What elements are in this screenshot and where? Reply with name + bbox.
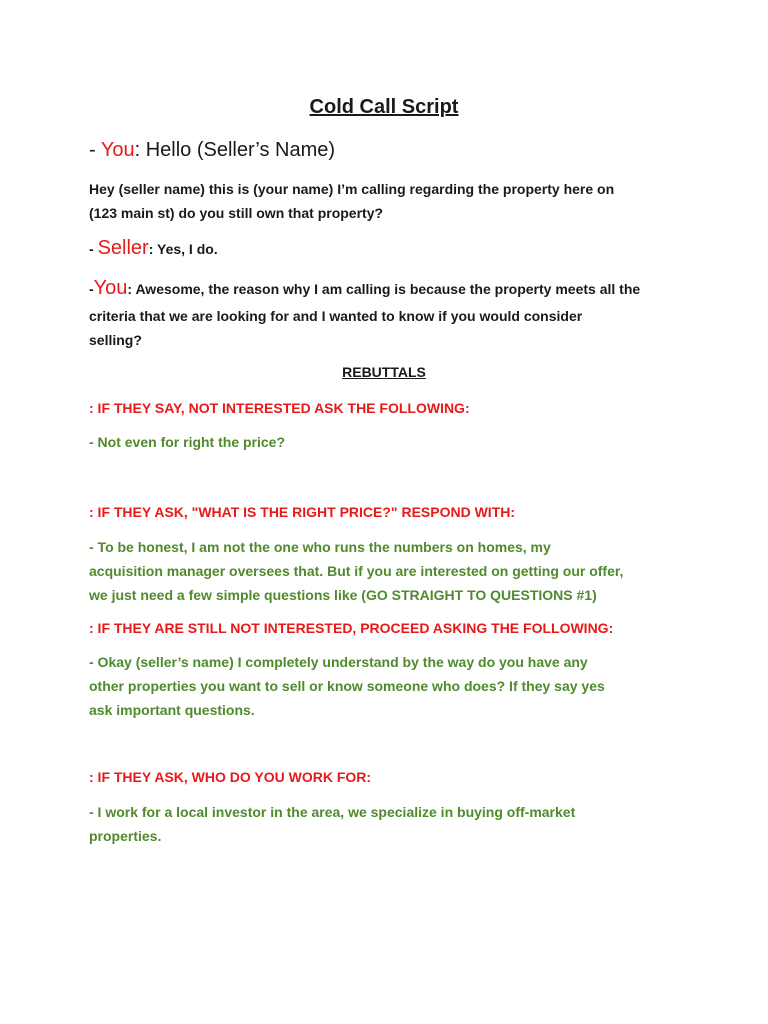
rebuttal-heading-right-price: : IF THEY ASK, "WHAT IS THE RIGHT PRICE?" RESPOND WITH: (89, 504, 516, 520)
rebuttal-response-line: acquisition manager oversees that. But if you are interested on getting our offer, (89, 563, 624, 579)
rebuttal-response-line: we just need a few simple questions like (GO STRAIGHT TO QUESTIONS #1) (89, 587, 597, 603)
speaker-seller-label: Seller (97, 237, 149, 259)
paragraph-1-line-1: Hey (seller name) this is (your name) I’m calling regarding the property here on (89, 181, 615, 197)
speaker-you-label-2: You (93, 277, 128, 299)
rebuttal-response-line: properties. (89, 828, 162, 844)
you-response-line-3: selling? (89, 332, 142, 348)
page-title: Cold Call Script (309, 96, 459, 118)
rebuttal-heading-not-interested: : IF THEY SAY, NOT INTERESTED ASK THE FOLLOWING: (89, 400, 470, 416)
rebuttal-heading-still-not-interested: : IF THEY ARE STILL NOT INTERESTED, PROCEED ASKING THE FOLLOWING: (89, 620, 614, 636)
seller-line (89, 236, 689, 261)
speaker-you-label: You (100, 139, 135, 161)
intro-text: : Hello (Seller’s Name) (134, 139, 336, 161)
seller-text: : Yes, I do. (148, 241, 218, 257)
you-text-line-1: : Awesome, the reason why I am calling is because the property meets all the (127, 281, 641, 297)
rebuttal-response-line: - I work for a local investor in the area, we specialize in buying off-market (89, 804, 576, 820)
intro-dash: - (89, 139, 101, 161)
seller-dash: - (89, 241, 98, 257)
rebuttal-response-line: - To be honest, I am not the one who runs the numbers on homes, my (89, 539, 551, 555)
rebuttal-response-line: ask important questions. (89, 702, 255, 718)
rebuttal-heading-who-do-you-work-for: : IF THEY ASK, WHO DO YOU WORK FOR: (89, 769, 372, 785)
rebuttal-response-line: - Not even for right the price? (89, 434, 286, 450)
you-dash: - (89, 281, 94, 297)
paragraph-1-line-2: (123 main st) do you still own that property? (89, 205, 384, 221)
you-response-line-1 (89, 276, 689, 301)
you-response-line-2: criteria that we are looking for and I wanted to know if you would consider (89, 308, 583, 324)
rebuttal-response-line: other properties you want to sell or know someone who does? If they say yes (89, 678, 605, 694)
rebuttals-heading: REBUTTALS (342, 364, 426, 380)
intro-line (89, 138, 689, 162)
rebuttal-response-line: - Okay (seller’s name) I completely understand by the way do you have any (89, 654, 588, 670)
